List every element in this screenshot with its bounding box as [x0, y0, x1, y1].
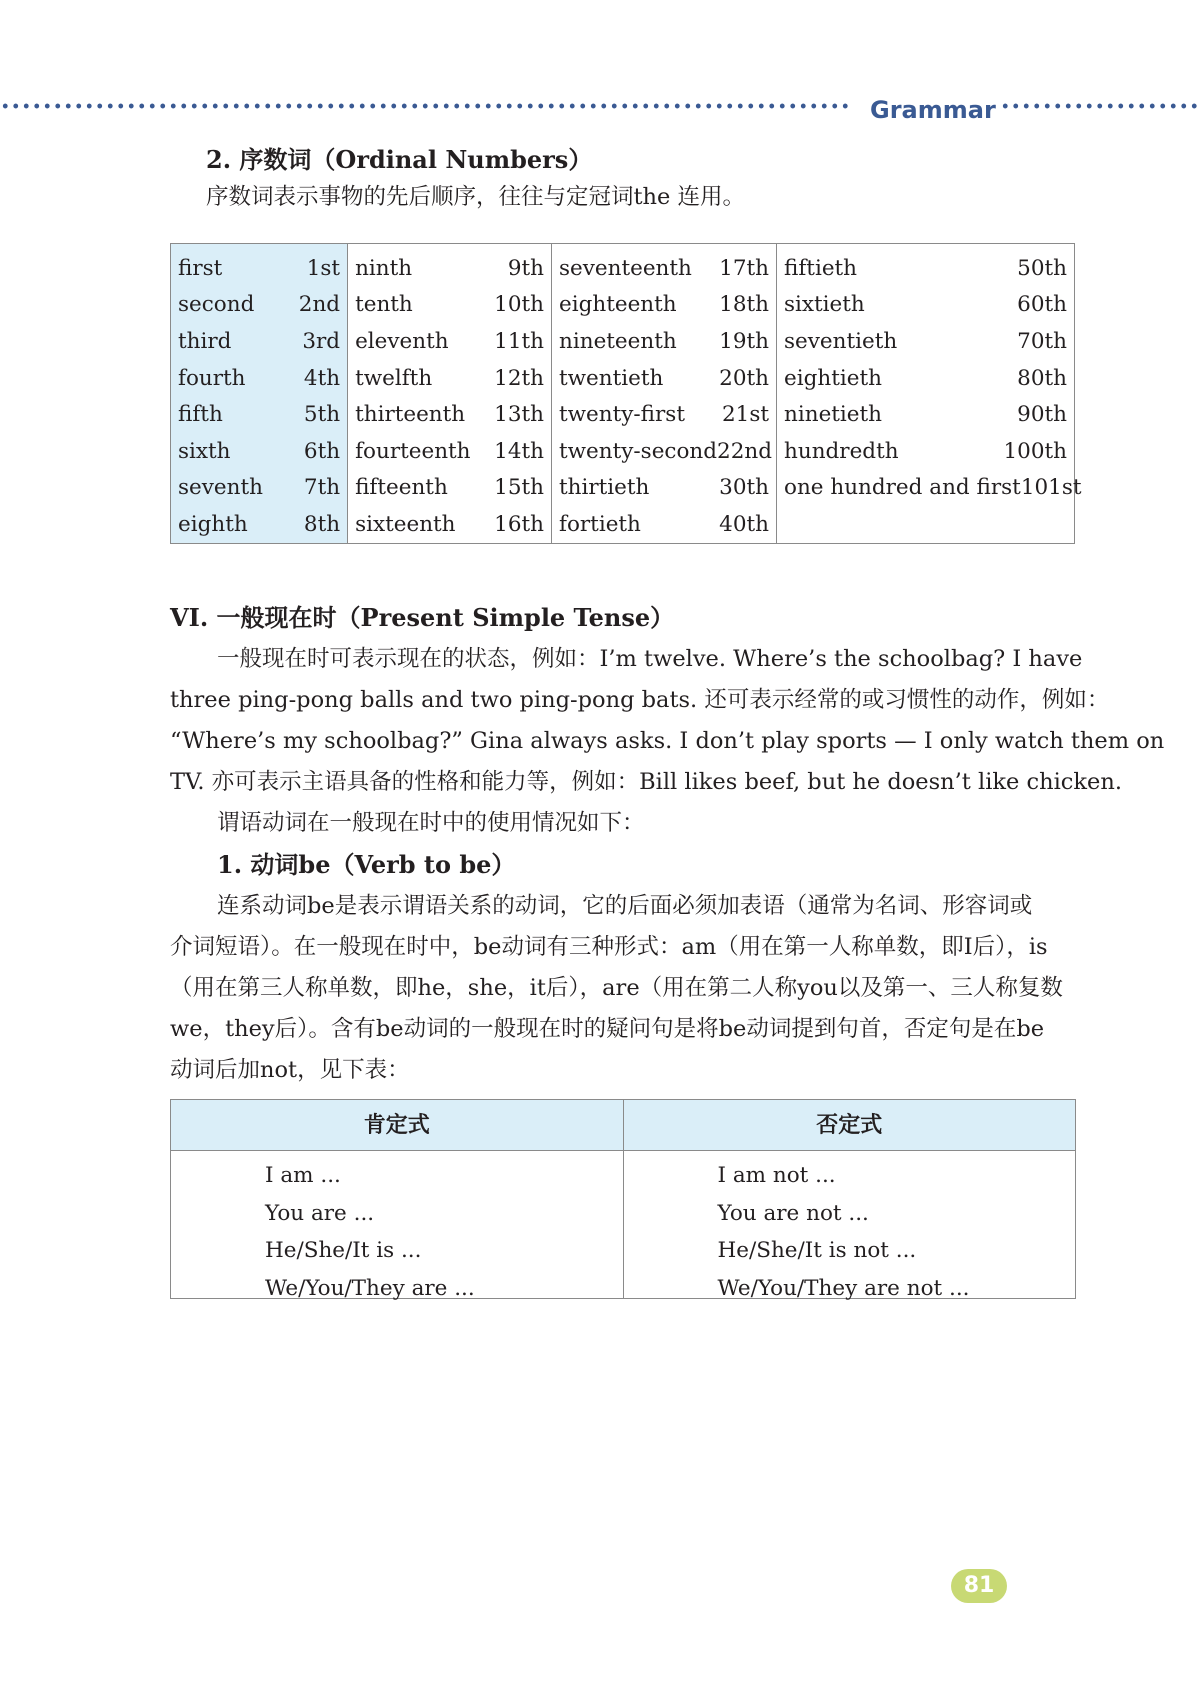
- ordinal-column: [551, 244, 776, 543]
- ordinal-column: [171, 244, 347, 543]
- ordinal-row: [777, 250, 1074, 287]
- affirmative-row: We/You/They are ...: [265, 1275, 475, 1301]
- paragraph-line: we，they后）。含有be动词的一般现在时的疑问句是将be动词提到句首，否定句是在be: [170, 1016, 1045, 1042]
- ordinal-word: eleventh: [355, 328, 449, 354]
- ordinal-numbers-table: [170, 243, 1082, 544]
- ordinal-row: [348, 470, 551, 507]
- ordinal-word: seventieth: [784, 328, 898, 354]
- paragraph-line: （用在第三人称单数，即he，she，it后），are（用在第二人称you以及第一、三人称复数: [170, 975, 1063, 1001]
- ordinal-row: [171, 287, 347, 324]
- negative-row: We/You/They are not ...: [717, 1275, 970, 1301]
- affirmative-column: [171, 1151, 623, 1299]
- ordinal-word: fifteenth: [355, 475, 448, 501]
- ordinal-row: [348, 360, 551, 397]
- ordinal-abbrev: 12th: [494, 365, 544, 391]
- affirmative-header: 肯定式: [363, 1112, 430, 1138]
- ordinal-abbrev: 17th: [719, 255, 769, 281]
- ordinal-word: one hundred and first: [784, 475, 1021, 501]
- ordinal-abbrev: 16th: [494, 511, 544, 537]
- header-dots-left: [0, 103, 850, 109]
- ordinal-row: [348, 323, 551, 360]
- paragraph-line: 介词短语）。在一般现在时中，be动词有三种形式：am（用在第一人称单数，即I后），is: [170, 934, 1048, 960]
- verb-be-heading: 1. 动词be（Verb to be）: [217, 850, 516, 879]
- ordinal-word: sixtieth: [784, 292, 865, 318]
- page-number: 81: [951, 1569, 1007, 1603]
- negative-header: 否定式: [623, 1100, 1076, 1150]
- ordinal-abbrev: 40th: [719, 511, 769, 537]
- ordinal-abbrev: 13th: [494, 402, 544, 428]
- paragraph-line: 连系动词be是表示谓语关系的动词，它的后面必须加表语（通常为名词、形容词或: [217, 893, 1033, 919]
- paragraph-line: 一般现在时可表示现在的状态，例如：I’m twelve. Where’s the schoolbag? I have: [217, 646, 1083, 672]
- ordinal-word: fortieth: [559, 511, 641, 537]
- present-simple-heading: VI. 一般现在时（Present Simple Tense）: [170, 603, 675, 632]
- ordinal-row: [777, 323, 1074, 360]
- ordinal-row: [552, 323, 776, 360]
- ordinal-row: [777, 396, 1074, 433]
- ordinal-abbrev: 1st: [306, 255, 341, 281]
- ordinal-row: [171, 323, 347, 360]
- ordinal-row: [552, 506, 776, 543]
- ordinal-row: [348, 396, 551, 433]
- negative-row: You are not ...: [717, 1200, 869, 1226]
- paragraph-line: 动词后加not，见下表：: [170, 1057, 410, 1083]
- ordinal-abbrev: 60th: [1017, 292, 1067, 318]
- ordinal-word: thirtieth: [559, 475, 650, 501]
- ordinal-word: thirteenth: [355, 402, 466, 428]
- ordinal-abbrev: 101st: [1020, 475, 1082, 501]
- ordinal-abbrev: 6th: [303, 438, 341, 464]
- ordinal-word: seventh: [178, 475, 263, 501]
- ordinal-row: [552, 396, 776, 433]
- header-title: Grammar: [870, 96, 996, 124]
- ordinal-abbrev: 11th: [494, 328, 544, 354]
- ordinal-word: hundredth: [784, 438, 899, 464]
- negative-row: He/She/It is not ...: [717, 1238, 917, 1263]
- ordinal-word: ninth: [355, 255, 413, 281]
- ordinal-abbrev: 90th: [1017, 402, 1067, 428]
- ordinal-column: [347, 244, 551, 543]
- ordinal-abbrev: 80th: [1017, 365, 1067, 391]
- ordinal-word: sixteenth: [355, 511, 456, 537]
- ordinal-word: fiftieth: [784, 255, 858, 281]
- ordinal-row: [777, 287, 1074, 324]
- ordinal-word: twenty-first: [559, 402, 685, 428]
- ordinal-row: [552, 287, 776, 324]
- header-dots-right: [1000, 103, 1199, 109]
- ordinal-abbrev: 70th: [1017, 328, 1067, 354]
- ordinal-row: [171, 433, 347, 470]
- ordinal-abbrev: 4th: [303, 365, 341, 391]
- ordinal-abbrev: 3rd: [302, 328, 341, 354]
- ordinal-row: [348, 250, 551, 287]
- ordinal-word: fifth: [178, 402, 223, 428]
- paragraph-line: “Where’s my schoolbag?” Gina always asks. I don’t play sports — I only watch them on: [170, 728, 1165, 754]
- ordinal-row: [777, 360, 1074, 397]
- ordinal-row: [348, 433, 551, 470]
- negative-column: [623, 1151, 1076, 1299]
- verb-be-table: [170, 1099, 1076, 1299]
- ordinal-word: eightieth: [784, 365, 882, 391]
- ordinal-word: eighth: [178, 511, 248, 537]
- paragraph-line: three ping-pong balls and two ping-pong bats. 还可表示经常的或习惯性的动作，例如：: [170, 687, 1110, 713]
- ordinal-column: [776, 244, 1082, 543]
- ordinal-abbrev: 9th: [507, 255, 544, 281]
- ordinal-intro: 序数词表示事物的先后顺序，往往与定冠词the 连用。: [206, 184, 746, 210]
- ordinal-abbrev: 14th: [494, 438, 544, 464]
- ordinal-word: twenty-second: [559, 438, 718, 464]
- paragraph-line: TV. 亦可表示主语具备的性格和能力等，例如：Bill likes beef, but he doesn’t like chicken.: [170, 769, 1122, 795]
- affirmative-row: You are ...: [265, 1200, 375, 1226]
- ordinal-row: [777, 470, 1082, 507]
- ordinal-row: [171, 360, 347, 397]
- ordinal-word: first: [178, 255, 223, 281]
- ordinal-abbrev: 22nd: [717, 438, 772, 464]
- ordinal-word: twentieth: [559, 365, 664, 391]
- ordinal-abbrev: 8th: [303, 511, 341, 537]
- ordinal-word: third: [178, 328, 232, 354]
- ordinal-abbrev: 7th: [303, 475, 341, 501]
- ordinal-row: [348, 287, 551, 324]
- ordinal-word: seventeenth: [559, 255, 692, 281]
- ordinal-abbrev: 10th: [494, 292, 544, 318]
- ordinal-row: [171, 250, 347, 287]
- ordinal-abbrev: 20th: [719, 365, 769, 391]
- ordinal-row: [552, 250, 776, 287]
- ordinal-word: tenth: [355, 292, 413, 318]
- ordinal-abbrev: 30th: [719, 475, 769, 501]
- ordinal-word: nineteenth: [559, 328, 677, 354]
- ordinal-word: twelfth: [355, 365, 433, 391]
- ordinal-abbrev: 100th: [1003, 438, 1067, 464]
- ordinal-abbrev: 50th: [1017, 255, 1067, 281]
- ordinal-row: [552, 360, 776, 397]
- negative-row: I am not ...: [717, 1163, 836, 1188]
- ordinal-abbrev: 15th: [494, 475, 544, 501]
- ordinal-row: [348, 506, 551, 543]
- ordinal-abbrev: 18th: [719, 292, 769, 318]
- ordinal-abbrev: 21st: [721, 402, 769, 428]
- ordinal-row: [171, 396, 347, 433]
- ordinal-word: sixth: [178, 438, 231, 464]
- ordinal-heading: 2. 序数词（Ordinal Numbers）: [206, 145, 593, 174]
- ordinal-abbrev: 5th: [303, 402, 341, 428]
- ordinal-row: [171, 470, 347, 507]
- paragraph-line: 谓语动词在一般现在时中的使用情况如下：: [217, 810, 645, 836]
- ordinal-row: [171, 506, 347, 543]
- ordinal-row: [552, 470, 776, 507]
- ordinal-word: second: [178, 292, 255, 318]
- affirmative-row: He/She/It is ...: [265, 1238, 422, 1263]
- ordinal-row: [777, 433, 1074, 470]
- ordinal-row: [552, 433, 776, 470]
- ordinal-word: ninetieth: [784, 402, 883, 428]
- ordinal-word: eighteenth: [559, 292, 677, 318]
- ordinal-abbrev: 19th: [719, 328, 769, 354]
- ordinal-abbrev: 2nd: [298, 292, 341, 318]
- ordinal-word: fourth: [178, 365, 246, 391]
- be-table-header: [171, 1100, 1075, 1151]
- affirmative-row: I am ...: [265, 1163, 341, 1188]
- ordinal-word: fourteenth: [355, 438, 471, 464]
